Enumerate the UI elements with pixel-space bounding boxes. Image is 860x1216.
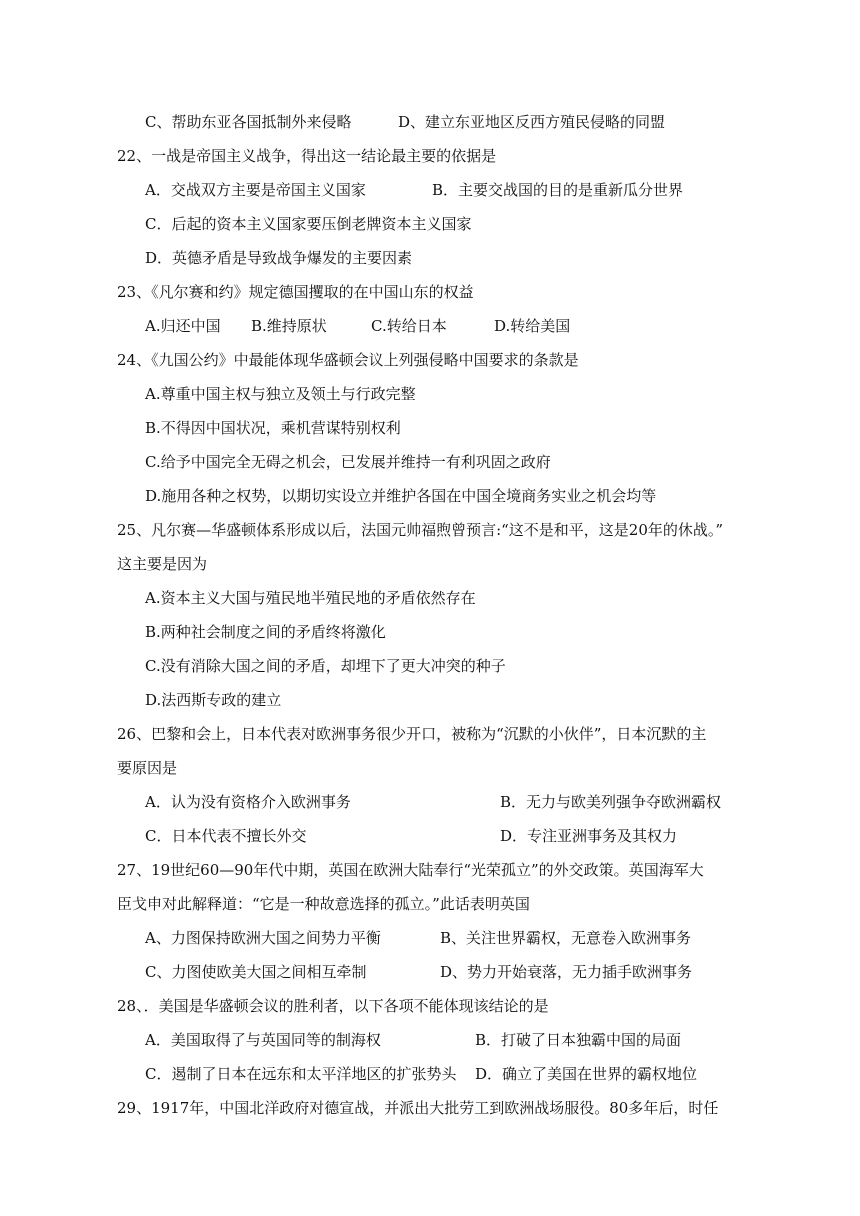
q24-option-a: A.尊重中国主权与独立及领土与行政完整 <box>145 385 416 403</box>
q24-option-d: D.施用各种之权势，以期切实设立并维护各国在中国全境商务实业之机会均等 <box>145 487 657 505</box>
q23-stem: 23、《凡尔赛和约》规定德国攫取的在中国山东的权益 <box>117 283 474 301</box>
q24-option-c: C.给予中国完全无碍之机会，已发展并维持一有利巩固之政府 <box>145 453 551 471</box>
q26-option-c: C．日本代表不擅长外交 <box>145 827 307 845</box>
q27-option-c: C、力图使欧美大国之间相互牵制 <box>145 963 367 981</box>
q27-option-b: B、关注世界霸权，无意卷入欧洲事务 <box>440 929 692 947</box>
q28-option-b: B．打破了日本独霸中国的局面 <box>475 1031 682 1049</box>
q26-stem-line2: 要原因是 <box>117 759 178 777</box>
q25-option-b: B.两种社会制度之间的矛盾终将激化 <box>145 623 386 641</box>
q26-option-d: D．专注亚洲事务及其权力 <box>500 827 678 845</box>
q22-option-c: C．后起的资本主义国家要压倒老牌资本主义国家 <box>145 215 472 233</box>
q23-option-c: C.转给日本 <box>371 317 447 335</box>
q28-option-c: C．遏制了日本在远东和太平洋地区的扩张势头 <box>145 1065 457 1083</box>
q21-option-d: D、建立东亚地区反西方殖民侵略的同盟 <box>398 113 666 131</box>
q26-option-b: B．无力与欧美列强争夺欧洲霸权 <box>500 793 722 811</box>
q23-option-a: A.归还中国 <box>145 317 221 335</box>
q22-option-a: A．交战双方主要是帝国主义国家 <box>145 181 366 199</box>
q27-stem-line1: 27、19世纪60—90年代中期，英国在欧洲大陆奉行“光荣孤立”的外交政策。英国海军大 <box>117 861 704 879</box>
q27-stem-line2: 臣戈申对此解释道：“它是一种故意选择的孤立。”此话表明英国 <box>117 895 530 913</box>
q27-option-a: A、力图保持欧洲大国之间势力平衡 <box>145 929 381 947</box>
q25-stem-line2: 这主要是因为 <box>117 555 208 573</box>
q24-stem: 24、《九国公约》中最能体现华盛顿会议上列强侵略中国要求的条款是 <box>117 351 579 369</box>
q26-stem-line1: 26、巴黎和会上，日本代表对欧洲事务很少开口，被称为“沉默的小伙伴”，日本沉默的主 <box>117 725 707 743</box>
q22-stem: 22、一战是帝国主义战争，得出这一结论最主要的依据是 <box>117 147 497 165</box>
q29-stem: 29、1917年，中国北洋政府对德宣战，并派出大批劳工到欧洲战场服役。80多年后，时任 <box>117 1099 719 1117</box>
q25-option-c: C.没有消除大国之间的矛盾，却埋下了更大冲突的种子 <box>145 657 506 675</box>
q22-option-d: D．英德矛盾是导致战争爆发的主要因素 <box>145 249 413 267</box>
q25-option-d: D.法西斯专政的建立 <box>145 691 282 709</box>
q25-option-a: A.资本主义大国与殖民地半殖民地的矛盾依然存在 <box>145 589 476 607</box>
q23-option-d: D.转给美国 <box>494 317 571 335</box>
q28-option-d: D．确立了美国在世界的霸权地位 <box>475 1065 698 1083</box>
q23-option-b: B.维持原状 <box>251 317 327 335</box>
q28-stem: 28、．美国是华盛顿会议的胜利者，以下各项不能体现该结论的是 <box>117 997 549 1015</box>
q24-option-b: B.不得因中国状况，乘机营谋特别权利 <box>145 419 401 437</box>
q25-stem-line1: 25、凡尔赛—华盛顿体系形成以后，法国元帅福煦曾预言:“这不是和平，这是20年的休战。” <box>117 521 724 539</box>
q21-option-c: C、帮助东亚各国抵制外来侵略 <box>145 113 352 131</box>
q28-option-a: A．美国取得了与英国同等的制海权 <box>145 1031 381 1049</box>
q26-option-a: A．认为没有资格介入欧洲事务 <box>145 793 351 811</box>
q27-option-d: D、势力开始衰落，无力插手欧洲事务 <box>440 963 693 981</box>
q22-option-b: B．主要交战国的目的是重新瓜分世界 <box>432 181 684 199</box>
